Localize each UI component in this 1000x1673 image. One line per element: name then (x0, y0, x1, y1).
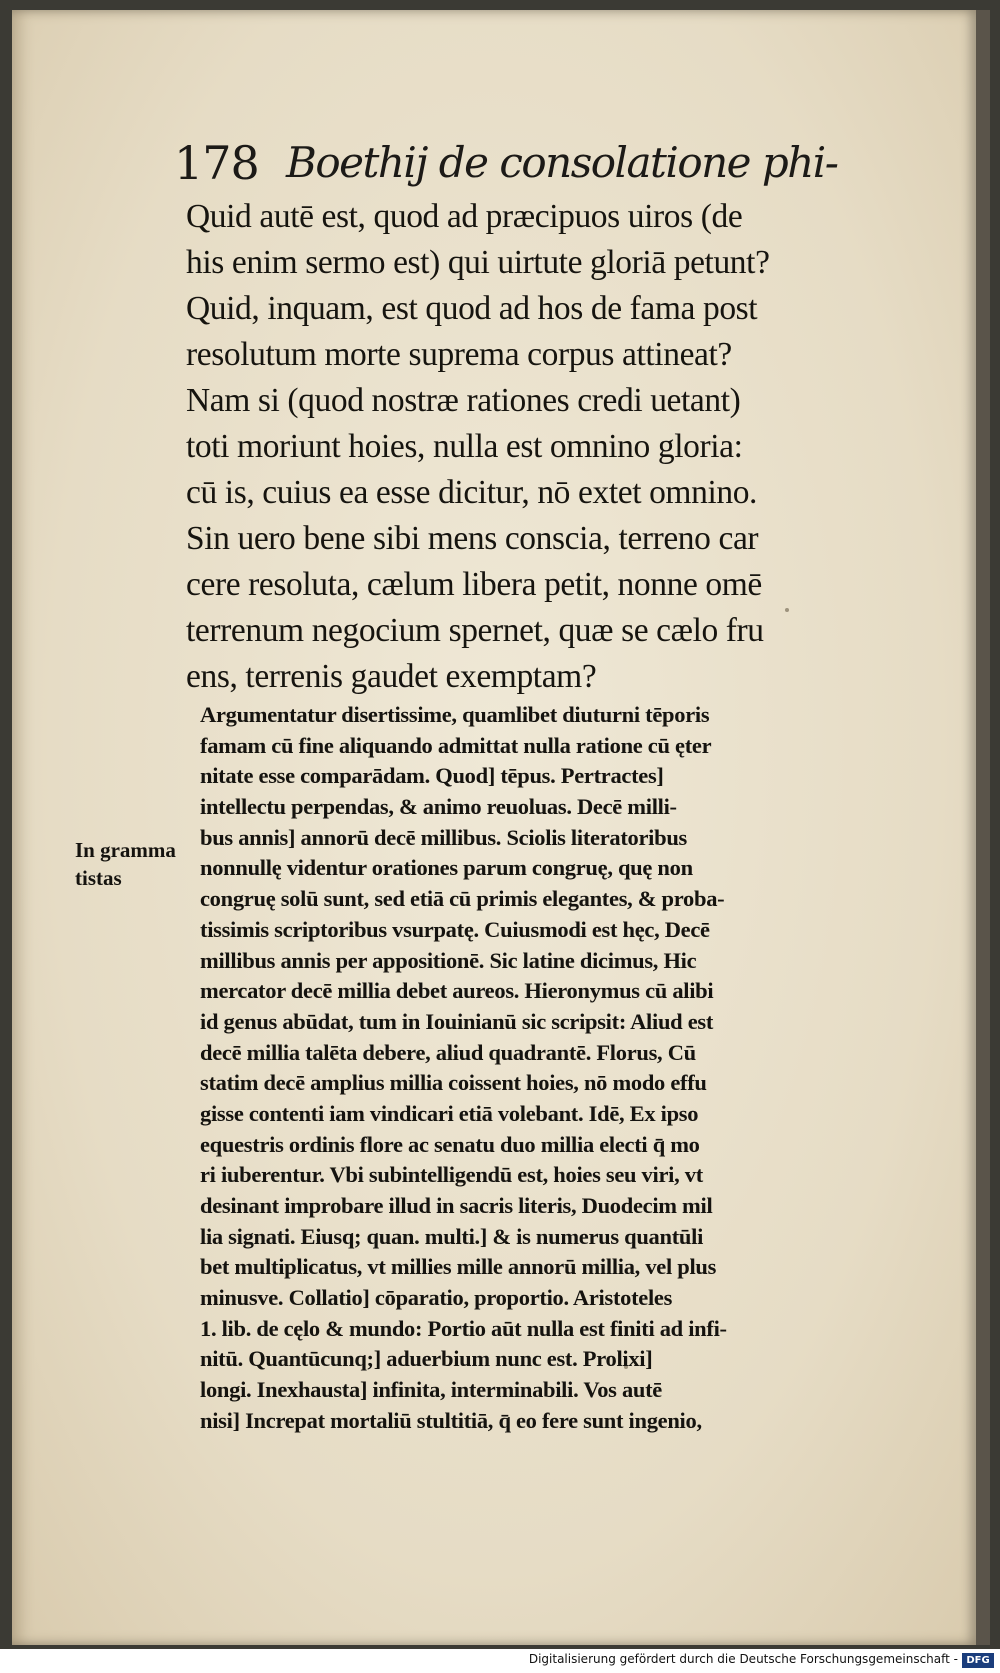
commentary-line: gisse contenti iam vindicari etiā volebant. Idē, Ex ipso (200, 1100, 699, 1126)
commentary-block (200, 700, 912, 1437)
commentary-line: nitū. Quantūcunq;] aduerbium nunc est. Prolixi] (200, 1346, 653, 1372)
commentary-line: famam cū fine aliquando admittat nulla ratione cū ęter (200, 732, 712, 758)
running-title: Boethij de consolatione phi- (286, 138, 838, 187)
commentary-line: lia signati. Eiusq; quan. multi.] & is numerus quantūli (200, 1223, 704, 1249)
commentary-line: tissimis scriptoribus vsurpatę. Cuiusmodi est hęc, Decē (200, 916, 710, 942)
dfg-logo-icon[interactable]: DFG (962, 1653, 994, 1668)
commentary-line: longi. Inexhausta] infinita, interminabili. Vos autē (200, 1377, 662, 1403)
commentary-line: nitate esse comparādam. Quod] tēpus. Pertractes] (200, 763, 664, 789)
main-text-line: Quid autē est, quod ad præcipuos uiros (de (186, 198, 743, 235)
commentary-line: equestris ordinis flore ac senatu duo millia electi q̄ mo (200, 1131, 700, 1157)
commentary-line: mercator decē millia debet aureos. Hieronymus cū alibi (200, 978, 714, 1004)
main-text-line: Nam si (quod nostræ rationes credi uetant) (186, 382, 741, 419)
page-number: 178 (174, 136, 259, 190)
commentary-line: 1. lib. de cęlo & mundo: Portio aūt nulla est finiti ad infi- (200, 1315, 727, 1341)
main-text-line: terrenum negocium spernet, quæ se cælo fru (186, 612, 764, 649)
commentary-line: id genus abūdat, tum in Iouinianū sic scripsit: Aliud est (200, 1008, 714, 1034)
marginal-note (75, 836, 195, 892)
page-header (174, 135, 838, 191)
commentary-line: ri iuberentur. Vbi subintelligendū est, hoies seu viri, vt (200, 1162, 703, 1188)
main-text-line: his enim sermo est) qui uirtute gloriā petunt? (186, 244, 770, 281)
main-text-block (186, 194, 906, 700)
commentary-line: bus annis] annorū decē millibus. Sciolis literatoribus (200, 824, 688, 850)
commentary-line: decē millia talēta debere, aliud quadrantē. Florus, Cū (200, 1039, 696, 1065)
commentary-line: millibus annis per appositionē. Sic latine dicimus, Hic (200, 947, 697, 973)
commentary-line: nisi] Increpat mortaliū stultitiā, q̄ eo fere sunt ingenio, (200, 1407, 702, 1433)
footer-bar (0, 1649, 1000, 1673)
main-text-line: ens, terrenis gaudet exemptam? (186, 658, 597, 695)
funding-credit: Digitalisierung gefördert durch die Deutsche Forschungsgemeinschaft - (528, 1652, 958, 1666)
main-text-line: cere resoluta, cælum libera petit, nonne omē (186, 566, 762, 603)
main-text-line: cū is, cuius ea esse dicitur, nō extet omnino. (186, 474, 758, 511)
commentary-line: congruę solū sunt, sed etiā cū primis elegantes, & proba- (200, 886, 725, 912)
commentary-line: statim decē amplius millia coissent hoies, nō modo effu (200, 1070, 707, 1096)
commentary-line: minusve. Collatio] cōparatio, proportio. Aristoteles (200, 1285, 673, 1311)
commentary-line: desinant improbare illud in sacris literis, Duodecim mil (200, 1193, 713, 1218)
main-text-line: toti moriunt hoies, nulla est omnino gloria: (186, 428, 743, 465)
marginal-note-line: tistas (75, 866, 122, 890)
marginal-note-line: In gramma (75, 838, 176, 862)
commentary-line: Argumentatur disertissime, quamlibet diuturni tēporis (200, 702, 710, 727)
commentary-line: intellectu perpendas, & animo reuoluas. Decē milli- (200, 794, 677, 820)
commentary-line: bet multiplicatus, vt millies mille annorū millia, vel plus (200, 1254, 717, 1280)
commentary-line: nonnullę videntur orationes parum congruę, quę non (200, 855, 693, 881)
main-text-line: resolutum morte suprema corpus attineat? (186, 336, 732, 373)
main-text-line: Quid, inquam, est quod ad hos de fama post (186, 290, 758, 327)
main-text-line: Sin uero bene sibi mens conscia, terreno car (186, 520, 759, 557)
